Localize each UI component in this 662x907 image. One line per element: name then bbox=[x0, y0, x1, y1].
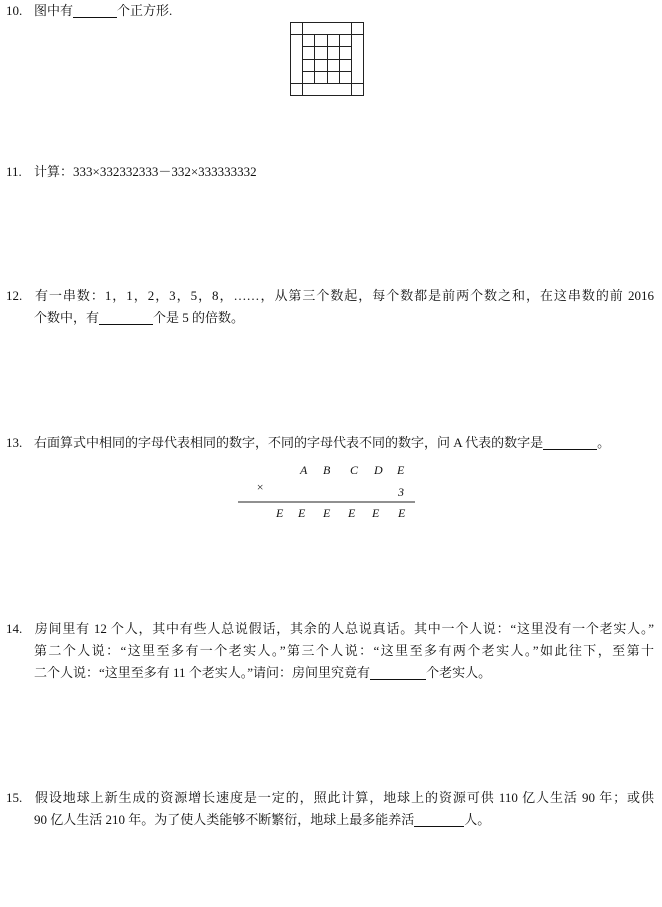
multiplicand-letter: C bbox=[350, 463, 359, 477]
answer-blank[interactable] bbox=[370, 665, 426, 680]
question-text: 右面算式中相同的字母代表相同的数字，不同的字母代表不同的数字，问 A 代表的数字是 bbox=[34, 435, 544, 450]
question-text: 计算：333×332332333－332×333333332 bbox=[34, 164, 257, 179]
question-number: 15. bbox=[6, 790, 23, 805]
question-text: 个是 5 的倍数。 bbox=[153, 310, 245, 325]
answer-blank[interactable] bbox=[99, 310, 153, 325]
square-grid-figure bbox=[290, 22, 366, 98]
question-11 bbox=[6, 161, 654, 183]
question-text: 假设地球上新生成的资源增长速度是一定的，照此计算，地球上的资源可供 110 亿人生活 90 年；或供 bbox=[34, 790, 654, 805]
question-text: 有一串数：1，1，2，3，5，8，……，从第三个数起，每个数都是前两个数之和，在这串数的前 2016 bbox=[34, 288, 654, 303]
product-letter: E bbox=[323, 506, 331, 520]
product-letter: E bbox=[348, 506, 356, 520]
product-row bbox=[275, 506, 406, 520]
question-text: 人。 bbox=[464, 812, 491, 827]
question-text: 个数中，有 bbox=[34, 310, 100, 325]
multiplicand-letter: B bbox=[323, 463, 331, 477]
question-number: 11. bbox=[6, 164, 22, 179]
multiplicand-letter: E bbox=[397, 463, 405, 477]
question-13 bbox=[6, 432, 654, 454]
question-text: 。 bbox=[597, 435, 611, 450]
product-letter: E bbox=[372, 506, 380, 520]
multiplier-digit: 3 bbox=[398, 485, 404, 499]
question-10 bbox=[6, 0, 654, 22]
question-number: 14. bbox=[6, 621, 23, 636]
multiplicand-letter: D bbox=[374, 463, 383, 477]
question-12 bbox=[6, 285, 654, 329]
question-text: 个老实人。 bbox=[426, 665, 492, 680]
multiplicand-letter: A bbox=[300, 463, 308, 477]
question-text: 房间里有 12 个人，其中有些人总说假话，其余的人总说真话。其中一个人说：“这里没有一个老实人。” bbox=[34, 621, 654, 636]
product-letter: E bbox=[298, 506, 306, 520]
question-number: 12. bbox=[6, 288, 23, 303]
question-15 bbox=[6, 787, 654, 831]
question-text: 第二个人说：“这里至多有一个老实人。”第三个人说：“这里至多有两个老实人。”如此往下，至第十 bbox=[34, 643, 654, 658]
question-text: 图中有 bbox=[34, 3, 74, 18]
multiplicand-row bbox=[299, 463, 405, 477]
multiply-sign: × bbox=[256, 480, 265, 494]
product-letter: E bbox=[398, 506, 406, 520]
answer-blank[interactable] bbox=[414, 812, 464, 827]
product-letter: E bbox=[276, 506, 284, 520]
question-text: 90 亿人生活 210 年。为了使人类能够不断繁衍，地球上最多能养活 bbox=[34, 812, 415, 827]
answer-blank[interactable] bbox=[543, 435, 597, 450]
answer-blank[interactable] bbox=[73, 3, 117, 18]
question-14 bbox=[6, 618, 654, 684]
question-text: 二个人说：“这里至多有 11 个老实人。”请问：房间里究竟有 bbox=[34, 665, 371, 680]
question-text: 个正方形. bbox=[117, 3, 173, 18]
question-number: 13. bbox=[6, 435, 23, 450]
question-number: 10. bbox=[6, 3, 23, 18]
